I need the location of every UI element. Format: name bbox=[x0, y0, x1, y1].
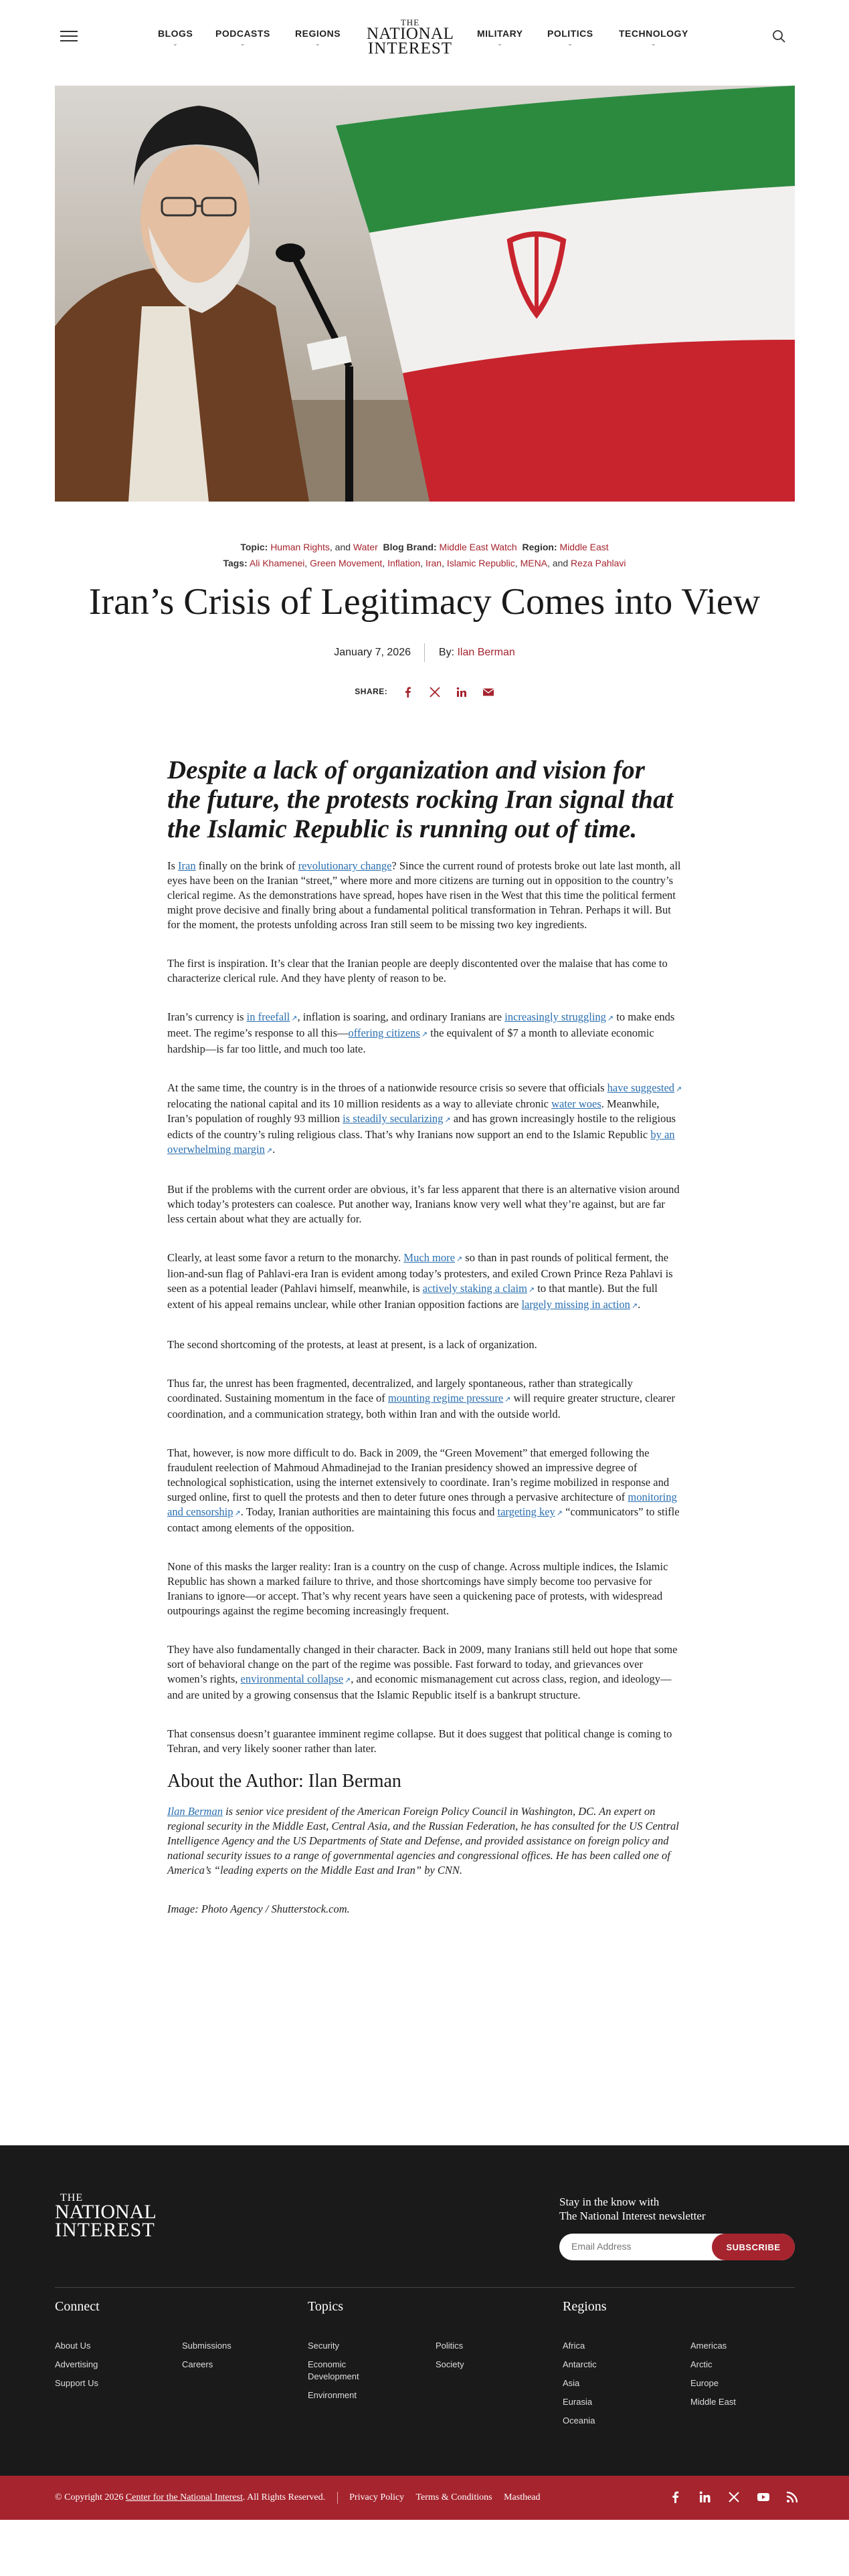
logo-the: THE bbox=[60, 2192, 84, 2204]
footer-divider bbox=[55, 2287, 795, 2288]
paragraph bbox=[167, 1446, 682, 1535]
external-link-icon: ↗ bbox=[607, 1014, 614, 1023]
hero-illustration bbox=[55, 86, 795, 502]
inline-link[interactable]: actively staking a claim bbox=[422, 1282, 527, 1295]
text: and has grown increasingly hostile to the religious edicts of the country’s ruling religious class. That’s why Iranians now support an end to the Islamic Republic bbox=[167, 1112, 676, 1141]
copyright-text: . All Rights Reserved. bbox=[242, 2492, 326, 2503]
x-icon[interactable] bbox=[727, 2490, 741, 2504]
divider bbox=[337, 2492, 338, 2504]
region-link[interactable]: Middle East bbox=[559, 542, 609, 552]
copyright-link[interactable]: Center for the National Interest bbox=[125, 2492, 243, 2503]
and-text: , and bbox=[329, 542, 351, 552]
copyright bbox=[55, 2492, 550, 2504]
inline-link[interactable]: in freefall bbox=[246, 1010, 290, 1023]
text: They have also fundamentally changed in their character. Back in 2009, many Iranians still held out hope that some sort of behavioral change on the part of the regime was possible. Fast forward to today, and grievances over women’s rights, bbox=[167, 1643, 678, 1685]
newsletter-heading bbox=[559, 2195, 706, 2223]
inline-link[interactable]: is steadily secularizing bbox=[343, 1112, 444, 1125]
privacy-link[interactable]: Privacy Policy bbox=[349, 2492, 405, 2503]
share-label: SHARE: bbox=[355, 687, 388, 697]
subscribe-button[interactable]: SUBSCRIBE bbox=[712, 2234, 795, 2260]
nav-technology[interactable] bbox=[619, 28, 688, 47]
chevron-down-icon: ⌄ bbox=[650, 40, 656, 47]
text: , and economic mismanagement cut across class, region, and ideology—and are united by a growing consensus that the Islamic Republic itself is a bankrupt structure. bbox=[167, 1673, 672, 1701]
nav-politics[interactable] bbox=[547, 28, 593, 47]
topics-links-2 bbox=[436, 2337, 464, 2374]
nav-regions[interactable] bbox=[295, 28, 341, 47]
social-links bbox=[656, 2490, 799, 2504]
about-author-heading: About the Author: Ilan Berman bbox=[167, 1771, 401, 1792]
footer-link[interactable]: Politics bbox=[436, 2341, 464, 2351]
footer-link[interactable]: Africa bbox=[563, 2341, 585, 2351]
text: . Today, Iranian authorities are maintaining this focus and bbox=[240, 1505, 498, 1518]
logo-interest: INTEREST bbox=[367, 39, 453, 58]
paragraph bbox=[167, 1251, 682, 1313]
image-credit: Image: Photo Agency / Shutterstock.com. bbox=[167, 1903, 350, 1915]
and-text: , and bbox=[547, 558, 569, 568]
page-title: Iran’s Crisis of Legitimacy Comes into View bbox=[88, 581, 761, 623]
footer-link[interactable]: Middle East bbox=[690, 2397, 736, 2407]
site-footer bbox=[0, 2145, 849, 2476]
nav-label: BLOGS bbox=[158, 28, 193, 39]
inline-link[interactable]: monitoring and censorship bbox=[167, 1491, 677, 1518]
hero-image bbox=[55, 86, 795, 502]
footer-link[interactable]: Arctic bbox=[690, 2359, 713, 2369]
text: Is bbox=[167, 859, 179, 872]
dateline bbox=[0, 643, 849, 662]
regions-heading: Regions bbox=[563, 2299, 607, 2314]
nav-military[interactable] bbox=[477, 28, 523, 47]
topics-heading: Topics bbox=[308, 2299, 344, 2314]
inline-link[interactable]: largely missing in action bbox=[521, 1298, 630, 1311]
inline-link[interactable]: targeting key bbox=[497, 1505, 555, 1518]
tag-link[interactable]: Green Movement bbox=[310, 558, 383, 568]
text: finally on the brink of bbox=[195, 859, 298, 872]
logo-the: THE bbox=[400, 17, 420, 27]
text: is senior vice president of the American Foreign Policy Council in Washington, DC. An expert on regional security in the Middle East, Central Asia, and the Russian Federation, he has consulted for the US Central Intelligence Agency and the US Departments of State and Defense, and provided assistance on foreign policy and national security issues to a range of governmental agencies and congressional offices. He has been called one of America’s “leading experts on the Middle East and Iran” by CNN. bbox=[167, 1805, 679, 1876]
topics-line bbox=[0, 539, 849, 555]
nav-podcasts[interactable] bbox=[215, 28, 270, 47]
paragraph: The second shortcoming of the protests, at least at present, is a lack of organization. bbox=[167, 1338, 537, 1351]
topic-link[interactable]: Human Rights bbox=[270, 542, 330, 552]
logo-interest: INTEREST bbox=[55, 2219, 155, 2242]
tag-link[interactable]: MENA bbox=[520, 558, 548, 568]
paragraph bbox=[167, 859, 682, 932]
newsletter-form bbox=[559, 2234, 795, 2260]
newsletter-line: Stay in the know with bbox=[559, 2195, 660, 2208]
inline-link[interactable]: increasingly struggling bbox=[504, 1010, 606, 1023]
inline-link[interactable]: by an overwhelming margin bbox=[167, 1128, 675, 1156]
blog-brand-link[interactable]: Middle East Watch bbox=[439, 542, 517, 552]
tag-link[interactable]: Iran bbox=[425, 558, 442, 568]
external-link-icon: ↗ bbox=[456, 1255, 463, 1263]
nav-label: REGIONS bbox=[295, 28, 341, 39]
text: to make ends meet. The regime’s response to all this— bbox=[167, 1010, 675, 1039]
divider bbox=[424, 643, 425, 662]
external-link-icon: ↗ bbox=[444, 1116, 451, 1124]
topic-link[interactable]: Water bbox=[353, 542, 378, 552]
tag-link[interactable]: Inflation bbox=[387, 558, 421, 568]
external-link-icon: ↗ bbox=[504, 1396, 511, 1404]
article-meta bbox=[0, 539, 849, 571]
text: will require greater structure, clearer coordination, and a communication strategy, both within Iran and with the outside world. bbox=[167, 1392, 675, 1420]
external-link-icon: ↗ bbox=[631, 1302, 638, 1310]
text: That, however, is now more difficult to do. Back in 2009, the “Green Movement” that emerged following the fraudulent reelection of Mahmoud Ahmadinejad to the Iranian presidency showed an impressive degree of technological sophistication, using the internet extensively to coordinate. Iran’s regime mobilized in response and surged online, first to quell the protests and then to deter future ones through a pervasive architecture of bbox=[167, 1446, 670, 1503]
menu-icon[interactable] bbox=[60, 31, 78, 41]
chevron-down-icon: ⌄ bbox=[173, 40, 179, 47]
footer-link[interactable]: Oceania bbox=[563, 2416, 595, 2426]
footer-link[interactable]: Careers bbox=[182, 2359, 213, 2369]
footer-logo[interactable] bbox=[55, 2192, 162, 2242]
footer-link[interactable]: About Us bbox=[55, 2341, 91, 2351]
paragraph: None of this masks the larger reality: Iran is a country on the cusp of change. Across multiple indices, the Islamic Republic has shown a marked failure to thrive, and those shortcomings have simply become too pervasive for Iranians to ignore—or accept. That’s why recent years have seen a quickening pace of protests, with widespread outpourings against the regime becoming increasingly frequent. bbox=[167, 1560, 668, 1617]
text: Iran’s currency is bbox=[167, 1010, 247, 1023]
tag-link[interactable]: Ali Khamenei bbox=[249, 558, 305, 568]
external-link-icon: ↗ bbox=[266, 1147, 273, 1155]
connect-links-2 bbox=[182, 2337, 231, 2374]
tag-link[interactable]: Islamic Republic bbox=[446, 558, 515, 568]
nav-label: MILITARY bbox=[477, 28, 523, 39]
footer-link[interactable]: Environment bbox=[308, 2390, 357, 2400]
footer-link[interactable]: Americas bbox=[690, 2341, 727, 2351]
newsletter-line: The National Interest newsletter bbox=[559, 2210, 706, 2222]
logo-national: NATIONAL bbox=[55, 2201, 157, 2224]
regions-links-2 bbox=[690, 2337, 736, 2411]
inline-link[interactable]: Iran bbox=[178, 859, 196, 872]
by-label: By: bbox=[438, 647, 455, 659]
tag-link[interactable]: Reza Pahlavi bbox=[571, 558, 626, 568]
footer-link[interactable]: Society bbox=[436, 2359, 464, 2369]
author-link[interactable]: Ilan Berman bbox=[457, 647, 515, 659]
search-icon[interactable] bbox=[772, 29, 785, 43]
article-body bbox=[167, 756, 682, 1941]
inline-link[interactable]: offering citizens bbox=[348, 1027, 420, 1039]
masthead-link[interactable]: Masthead bbox=[504, 2492, 541, 2503]
text: . Meanwhile, Iran’s population of roughly 93 million bbox=[167, 1097, 660, 1125]
chevron-down-icon: ⌄ bbox=[567, 40, 573, 47]
text: “communicators” to stifle contact among elements of the opposition. bbox=[167, 1505, 680, 1534]
publish-date: January 7, 2026 bbox=[334, 647, 411, 659]
nav-blogs[interactable] bbox=[158, 28, 193, 47]
external-link-icon: ↗ bbox=[291, 1014, 298, 1023]
author-bio bbox=[167, 1804, 682, 1878]
inline-link[interactable]: mounting regime pressure bbox=[387, 1392, 504, 1404]
paragraph bbox=[167, 1376, 682, 1422]
footer-link[interactable]: Economic Development bbox=[308, 2359, 359, 2381]
text: . bbox=[272, 1143, 276, 1156]
chevron-down-icon: ⌄ bbox=[240, 40, 246, 47]
paragraph: The first is inspiration. It’s clear that the Iranian people are deeply discontented over the malaise that has come to characterize clerical rule. And they have plenty of reason to be. bbox=[167, 957, 668, 984]
youtube-icon[interactable] bbox=[757, 2490, 770, 2504]
share-bar bbox=[0, 686, 849, 698]
inline-link[interactable]: water woes bbox=[551, 1097, 601, 1110]
x-icon[interactable] bbox=[429, 686, 441, 698]
nav-label: PODCASTS bbox=[215, 28, 270, 39]
footer-link[interactable]: Submissions bbox=[182, 2341, 231, 2351]
footer-link[interactable]: Advertising bbox=[55, 2359, 98, 2369]
text: to that mantle). But the full extent of his appeal remains unclear, while other Iranian opposition factions are bbox=[167, 1282, 658, 1311]
paragraph: But if the problems with the current order are obvious, it’s far less apparent that there is an alternative vision around which today’s protesters can coalesce. Put another way, Iranians know very well what they’re against, but are far less certain about what they are actually for. bbox=[167, 1183, 680, 1225]
inline-link[interactable]: Much more bbox=[403, 1251, 455, 1264]
external-link-icon: ↗ bbox=[556, 1509, 563, 1517]
blog-label: Blog Brand: bbox=[383, 542, 437, 552]
tags-label: Tags: bbox=[223, 558, 248, 568]
nav-label: TECHNOLOGY bbox=[619, 28, 688, 39]
nav-label: POLITICS bbox=[547, 28, 593, 39]
linkedin-icon[interactable] bbox=[698, 2490, 712, 2504]
footer-link[interactable]: Eurasia bbox=[563, 2397, 593, 2407]
footer-link[interactable]: Security bbox=[308, 2341, 339, 2351]
footer-link[interactable]: Asia bbox=[563, 2378, 580, 2388]
footer-link[interactable]: Europe bbox=[690, 2378, 719, 2388]
inline-link[interactable]: have suggested bbox=[607, 1081, 675, 1094]
text: so than in past rounds of political ferment, the lion-and-sun flag of Pahlavi-era Iran is evident among today’s protesters, and exiled Crown Prince Reza Pahlavi is seen as a potential leader (Pahlavi himself, meanwhile, is bbox=[167, 1251, 673, 1295]
paragraph bbox=[167, 1642, 682, 1703]
region-label: Region: bbox=[522, 542, 557, 552]
linkedin-icon[interactable] bbox=[456, 686, 468, 698]
author-bio-link[interactable]: Ilan Berman bbox=[167, 1805, 223, 1818]
terms-link[interactable]: Terms & Conditions bbox=[415, 2492, 492, 2503]
footer-link[interactable]: Antarctic bbox=[563, 2359, 597, 2369]
topics-links bbox=[308, 2337, 381, 2405]
external-link-icon: ↗ bbox=[234, 1509, 241, 1517]
site-header bbox=[0, 0, 849, 72]
inline-link[interactable]: environmental collapse bbox=[240, 1673, 344, 1685]
text: ? Since the current round of protests broke out late last month, all eyes have been on the Iranian “street,” where more and more citizens are turning out in opposition to the country’s clerical regime. As the demonstrations have spread, hopes have risen in the West that this time the political ferment might prove decisive and finally bring about a fundamental political transformation in Tehran. Perhaps it will. But for the moment, the protests unfolding across Iran still seem to be missing two key ingredients. bbox=[167, 859, 681, 931]
rss-icon[interactable] bbox=[785, 2490, 799, 2504]
text: Clearly, at least some favor a return to the monarchy. bbox=[167, 1251, 404, 1264]
facebook-icon[interactable] bbox=[402, 686, 414, 698]
external-link-icon: ↗ bbox=[345, 1677, 351, 1685]
external-link-icon: ↗ bbox=[528, 1286, 535, 1294]
text: relocating the national capital and its 10 million residents as a way to alleviate chronic bbox=[167, 1097, 552, 1110]
paragraph bbox=[167, 1010, 682, 1057]
text: Thus far, the unrest has been fragmented, decentralized, and largely spontaneous, rather than strategically coordinated. Sustaining momentum in the face of bbox=[167, 1377, 633, 1404]
logo-national: NATIONAL bbox=[367, 24, 454, 43]
connect-heading: Connect bbox=[55, 2299, 100, 2314]
paragraph bbox=[167, 1081, 682, 1158]
text: . bbox=[638, 1298, 641, 1311]
email-icon[interactable] bbox=[482, 686, 494, 698]
external-link-icon: ↗ bbox=[676, 1085, 682, 1093]
facebook-icon[interactable] bbox=[669, 2490, 682, 2504]
paragraph: That consensus doesn’t guarantee imminent regime collapse. But it does suggest that political change is coming to Tehran, and very likely sooner rather than later. bbox=[167, 1727, 672, 1755]
regions-links bbox=[563, 2337, 597, 2430]
text: , inflation is soaring, and ordinary Iranians are bbox=[297, 1010, 505, 1023]
chevron-down-icon: ⌄ bbox=[497, 40, 503, 47]
tags-line: Tags: Ali Khamenei, Green Movement, Inflation, Iran, Islamic Republic, MENA, and Reza Pahlavi bbox=[223, 558, 626, 568]
external-link-icon: ↗ bbox=[421, 1031, 428, 1039]
inline-link[interactable]: revolutionary change bbox=[298, 859, 392, 872]
copyright-text: © Copyright 2026 bbox=[55, 2492, 124, 2503]
footer-bottom-bar bbox=[0, 2476, 849, 2520]
chevron-down-icon: ⌄ bbox=[315, 40, 321, 47]
email-input[interactable] bbox=[571, 2241, 705, 2252]
site-logo[interactable] bbox=[367, 19, 454, 57]
text: At the same time, the country is in the throes of a nationwide resource crisis so severe that officials bbox=[167, 1081, 607, 1094]
connect-links bbox=[55, 2337, 98, 2393]
article-lede: Despite a lack of organization and vision for the future, the protests rocking Iran signal that the Islamic Republic is running out of time. bbox=[167, 756, 674, 843]
topic-label: Topic: bbox=[240, 542, 268, 552]
text: the equivalent of $7 a month to alleviate economic hardship—is far too little, and much too late. bbox=[167, 1027, 654, 1055]
footer-link[interactable]: Support Us bbox=[55, 2378, 99, 2388]
